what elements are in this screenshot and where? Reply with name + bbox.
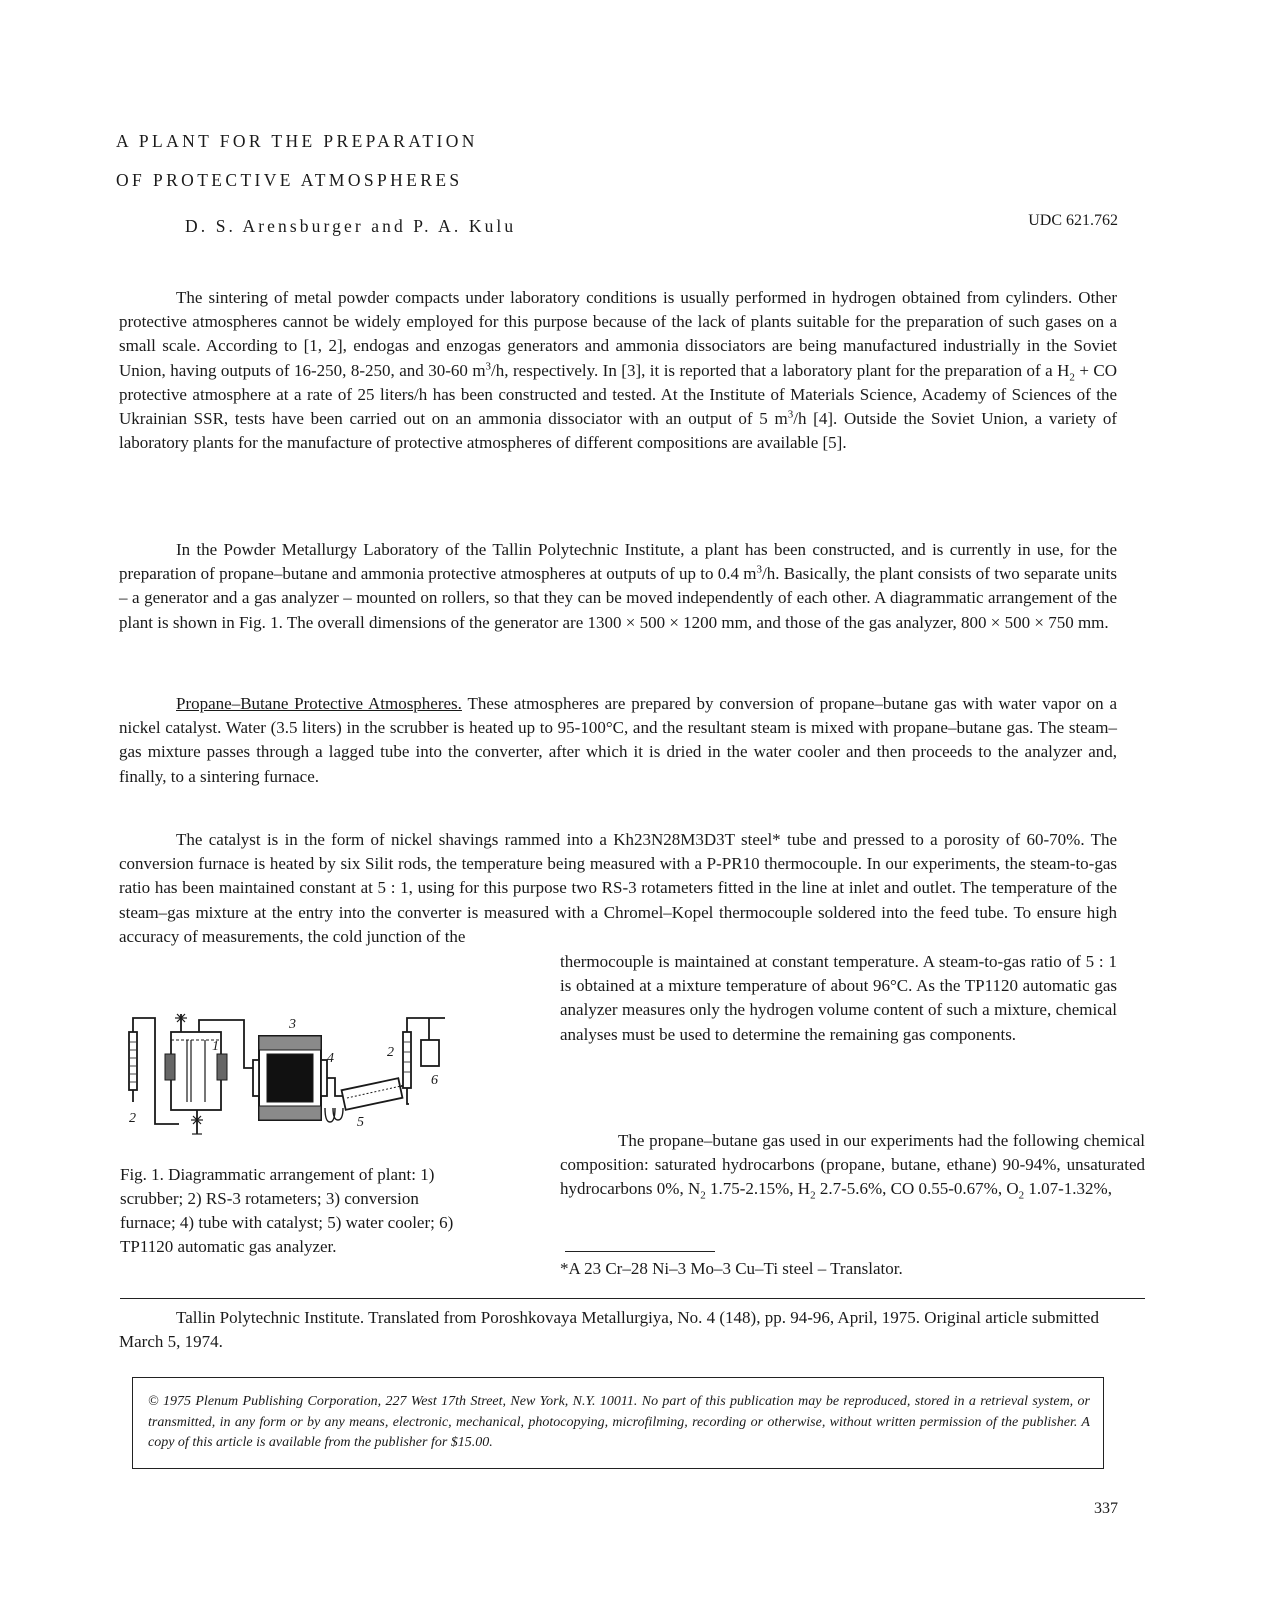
figure-label-1: 1	[212, 1039, 219, 1054]
subscript: 2	[1069, 371, 1075, 383]
rotameter-right	[403, 1032, 411, 1088]
text-span: The catalyst is in the form of nickel shavings rammed into a Kh23N28M3D3T steel* tube and pressed to a porosity of 60-70%. The conversion furnace is heated by six Silit rods, the temperature being measured with a P-PR10 thermocouple. In our experiments, the steam-to-gas ratio has been maintained constant at 5 : 1, using for this purpose two RS-3 rotameters fitted in the line at inlet and outlet. The temperature of the steam–gas mixture at the entry into the converter is measured with a Chromel–Kopel thermocouple soldered into the feed tube. To ensure high accuracy of measurements, the cold junction of the	[119, 830, 1117, 946]
superscript: 3	[485, 359, 492, 372]
text-span: /h [4]. Outside the Soviet Union, a variety of laboratory plants for the manufacture of protective atmospheres of different compositions are available [5].	[119, 409, 1117, 453]
figure-caption: Fig. 1. Diagrammatic arrangement of plant: 1) scrubber; 2) RS-3 rotameters; 3) conversion furnace; 4) tube with catalyst; 5) water cooler; 6) TP1120 automatic gas analyzer.	[120, 1165, 454, 1256]
text-span: In the Powder Metallurgy Laboratory of the Tallin Polytechnic Institute, a plant has been constructed, and is currently in use, for the preparation of propane–butane and ammonia protective atmospheres at outputs of up to 0.4 m	[119, 540, 1117, 584]
authors: D. S. Arensburger and P. A. Kulu	[185, 216, 517, 236]
text-span: 1.75-2.15%, H	[705, 1179, 811, 1199]
udc-code: UDC 621.762	[1028, 212, 1118, 229]
page-number: 337	[1094, 1500, 1118, 1517]
footer-divider	[120, 1298, 1145, 1299]
rotameter-left	[129, 1032, 137, 1090]
figure-label-4: 4	[327, 1051, 334, 1066]
article-title-line-1: A PLANT FOR THE PREPARATION	[116, 131, 478, 151]
paragraph-intro	[119, 286, 1117, 455]
subscript: 2	[810, 1189, 816, 1202]
text-span: 1.07-1.32%,	[1024, 1179, 1112, 1199]
text-span: The propane–butane gas used in our experiments had the following chemical composition: saturated hydrocarbons (propane, butane, ethane) 90-94%, unsaturated hydrocarbons 0%, N	[560, 1131, 1145, 1199]
superscript: 3	[756, 563, 762, 576]
footnote-divider	[565, 1251, 715, 1252]
figure-label-2-left: 2	[129, 1111, 136, 1126]
pipe	[407, 1018, 445, 1032]
text-span: 2.7-5.6%, CO 0.55-0.67%, O	[815, 1179, 1019, 1199]
figure-label-2-right: 2	[387, 1045, 394, 1060]
text-span: thermocouple is maintained at constant temperature. A steam-to-gas ratio of 5 : 1 is obtained at a mixture temperature of about 96°C. As the TP1120 automatic gas analyzer measures only the hydrogen volume content of such a mixture, chemical analyses must be used to determine the remaining gas components.	[560, 952, 1117, 1044]
copyright-notice: © 1975 Plenum Publishing Corporation, 227 West 17th Street, New York, N.Y. 10011. No part of this publication may be reproduced, stored in a retrieval system, or transmitted, in any form or by any means, electronic, mechanical, photocopying, microfilming, recording or otherwise, without written permission of the publisher. A copy of this article is available from the publisher for $15.00.	[148, 1394, 1090, 1450]
footnote: *A 23 Cr–28 Ni–3 Mo–3 Cu–Ti steel – Translator.	[560, 1259, 903, 1278]
article-title-line-2: OF PROTECTIVE ATMOSPHERES	[116, 170, 463, 190]
water-cooler	[342, 1078, 403, 1110]
paragraph-plant-description	[119, 538, 1117, 635]
figure-label-3: 3	[289, 1017, 296, 1032]
gas-analyzer	[421, 1040, 439, 1066]
text-span: These atmospheres are prepared by conversion of propane–butane gas with water vapor on a nickel catalyst. Water (3.5 liters) in the scrubber is heated up to 95-100°C, and the resultant steam is mixed with propane–butane gas. The steam–gas mixture passes through a lagged tube into the converter, after which it is dried in the water cooler and then proceeds to the analyzer and, finally, to a sintering furnace.	[119, 694, 1117, 786]
subscript: 2	[1018, 1189, 1025, 1202]
paragraph-gas-composition	[560, 1129, 1145, 1202]
section-heading: Propane–Butane Protective Atmospheres.	[176, 694, 462, 713]
paragraph-catalyst	[119, 828, 1117, 949]
text-span: + CO protective atmosphere at a rate of 25 liters/h has been constructed and tested. At the Institute of Materials Science, Academy of Sciences of the Ukrainian SSR, tests have been carried out on an ammonia dissociator with an output of 5 m	[119, 360, 1117, 429]
paragraph-catalyst-continued	[560, 950, 1117, 1047]
superscript: 3	[787, 408, 794, 421]
subscript: 2	[700, 1189, 706, 1202]
plant-diagram	[119, 1012, 459, 1147]
pipe	[327, 1078, 343, 1096]
source-note: Tallin Polytechnic Institute. Translated from Poroshkovaya Metallurgiya, No. 4 (148), pp. 94-96, April, 1975. Original article submitted March 5, 1974.	[119, 1308, 1099, 1351]
catalyst-tube	[267, 1054, 313, 1102]
paragraph-propane-butane	[119, 692, 1117, 789]
text-span: The sintering of metal powder compacts under laboratory conditions is usually performed in hydrogen obtained from cylinders. Other protective atmospheres cannot be widely employed for this purpose because of the lack of plants suitable for the preparation of such gases on a small scale. According to [1, 2], endogas and enzogas generators and ammonia dissociators are being manufactured industrially in the Soviet Union, having outputs of 16-250, 8-250, and 30-60 m	[119, 288, 1117, 380]
figure-label-5: 5	[357, 1115, 364, 1130]
text-span: /h. Basically, the plant consists of two separate units – a generator and a gas analyzer – mounted on rollers, so that they can be moved independently of each other. A diagrammatic arrangement of the plant is shown in Fig. 1. The overall dimensions of the generator are 1300 × 500 × 1200 mm, and those of the gas analyzer, 800 × 500 × 750 mm.	[119, 564, 1117, 632]
figure-label-6: 6	[431, 1073, 438, 1088]
text-span: /h, respectively. In [3], it is reported that a laboratory plant for the preparation of a H	[491, 360, 1070, 380]
